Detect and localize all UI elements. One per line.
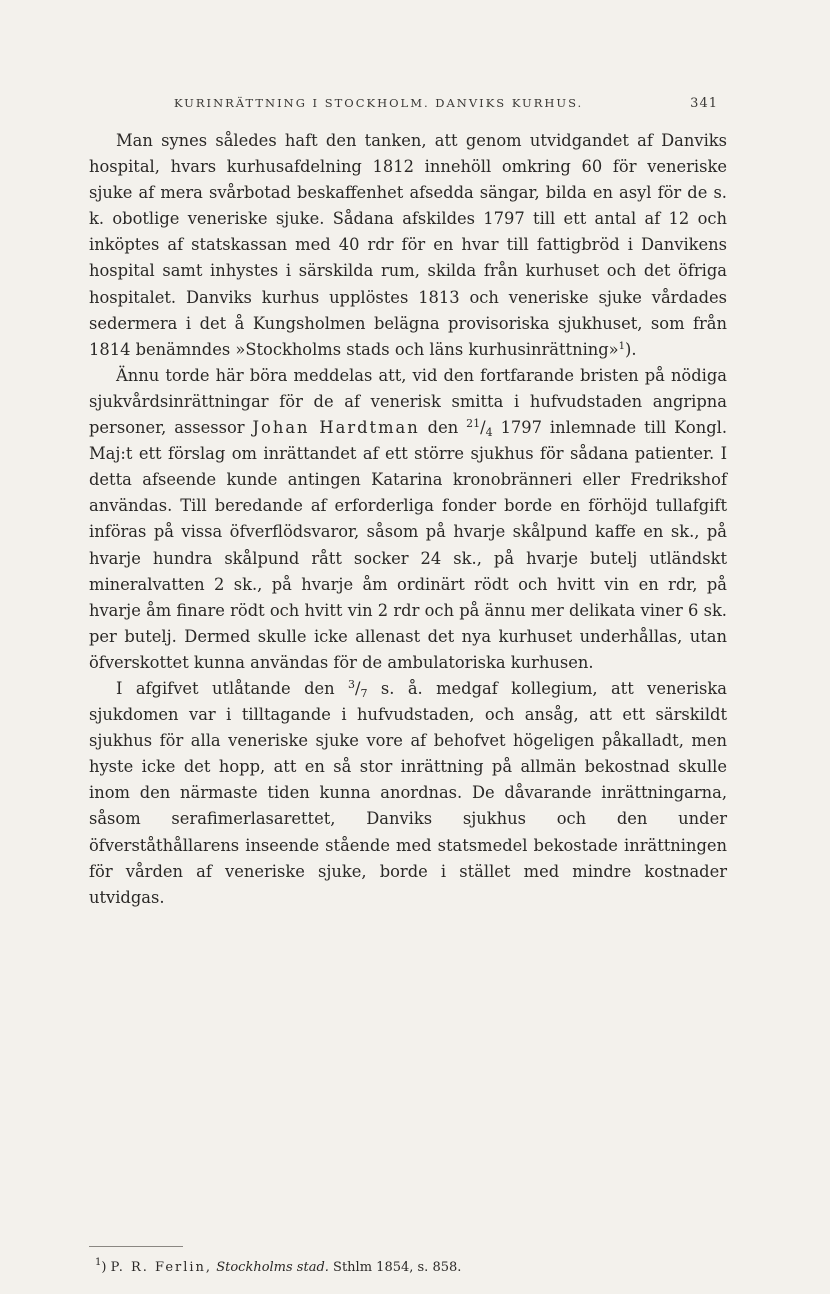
paragraph-3-part2: s. å. medgaf kollegium, att veneriska sjukdomen var i tilltagande i hufvudstaden, och ansåg, att ett särskildt sjukhus för alla veneriske sjuke vore af behofvet högeligen påkalladt, men hyste icke det hopp, att en så stor inrättning på allmän bekostnad skulle inom den närmaste tiden kunna anordnas. De dåvarande inrättningarna, såsom serafimerlasarettet, Danviks sjukhus och den under öfverståthållarens inseende stående med statsmedel bekostade inrättningen för vården af veneriske sjuke, borde i stället med mindre kostnader utvidgas. (89, 678, 727, 907)
date-numerator: 21 (466, 417, 481, 431)
footnote-work-title: Stockholms stad. (216, 1260, 329, 1275)
date-fraction (348, 679, 368, 698)
footnote-details: Sthlm 1854, s. 858. (333, 1260, 462, 1275)
paragraph-1-text: Man synes således haft den tanken, att genom utvidgandet af Danviks hospital, hvars kurhusafdelning 1812 innehöll omkring 60 för veneriske sjuke af mera svårbotad beskaffenhet afsedda sängar, bilda en asyl för de s. k. obotlige veneriske sjuke. Sådana afskildes 1797 till ett antal af 12 och inköptes af statskassan med 40 rdr för en hvar till fattigbröd i Danvikens hospital samt inhystes i särskilda rum, skilda från kurhuset och det öfriga hospitalet. Danviks kurhus upplöstes 1813 och veneriske sjuke vårdades sedermera i det å Kungsholmen belägna provisoriska sjukhuset, som från 1814 benämndes »Stockholms stads och läns kurhusinrättning» (89, 131, 727, 359)
footnote-divider (89, 1246, 183, 1247)
paragraph-2-part3: 1797 inlemnade till Kongl. Maj:t ett förslag om inrättandet af ett större sjukhus för sådana patienter. I detta afseende kunde antingen Katarina kronobränneri eller Fredrikshof användas. Till beredande af erforderliga fonder borde en förhöjd tullafgift införas på vissa öfverflödsvaror, såsom på hvarje skålpund kaffe en sk., på hvarje hundra skålpund rått socker 24 sk., på hvarje butelj utländskt mineralvatten 2 sk., på hvarje åm ordinärt rödt och hvitt vin en rdr, på hvarje åm finare rödt och hvitt vin 2 rdr och på ännu mer delikata viner 6 sk. per butelj. Dermed skulle icke allenast det nya kurhuset underhållas, utan öfverskottet kunna användas för de ambulatoriska kurhusen. (89, 418, 727, 672)
body-text (89, 128, 727, 911)
paragraph-3-part1: I afgifvet utlåtande den (116, 678, 349, 698)
paragraph-2-part2: den (419, 418, 467, 438)
date-separator: / (355, 678, 361, 698)
running-title: KURINRÄTTNING I STOCKHOLM. DANVIKS KURHUS. (174, 96, 584, 110)
paragraph-1 (89, 128, 727, 363)
date-numerator: 3 (348, 677, 356, 691)
footnote-marker-paren: ) (101, 1260, 107, 1275)
date-denominator: 7 (360, 686, 368, 700)
person-name: Johan Hardtman (252, 418, 420, 438)
footnote-marker: 1 (95, 1257, 102, 1268)
footnote (95, 1259, 735, 1277)
page-number: 341 (690, 96, 718, 111)
paragraph-3 (89, 676, 727, 911)
footnote-author: P. R. Ferlin, (110, 1260, 213, 1275)
paragraph-2-part1: Ännu torde här böra meddelas att, vid den fortfarande bristen på nödiga sjukvårdsinrättningar för de af venerisk smitta i hufvudstaden angripna personer, assessor (89, 365, 727, 438)
footnote-reference: 1 (618, 340, 626, 352)
paragraph-2 (89, 363, 727, 676)
paragraph-1-tail: ). (625, 339, 637, 359)
date-denominator: 4 (485, 426, 493, 440)
date-separator: / (480, 418, 486, 438)
running-header (174, 96, 718, 116)
date-fraction (466, 417, 493, 440)
